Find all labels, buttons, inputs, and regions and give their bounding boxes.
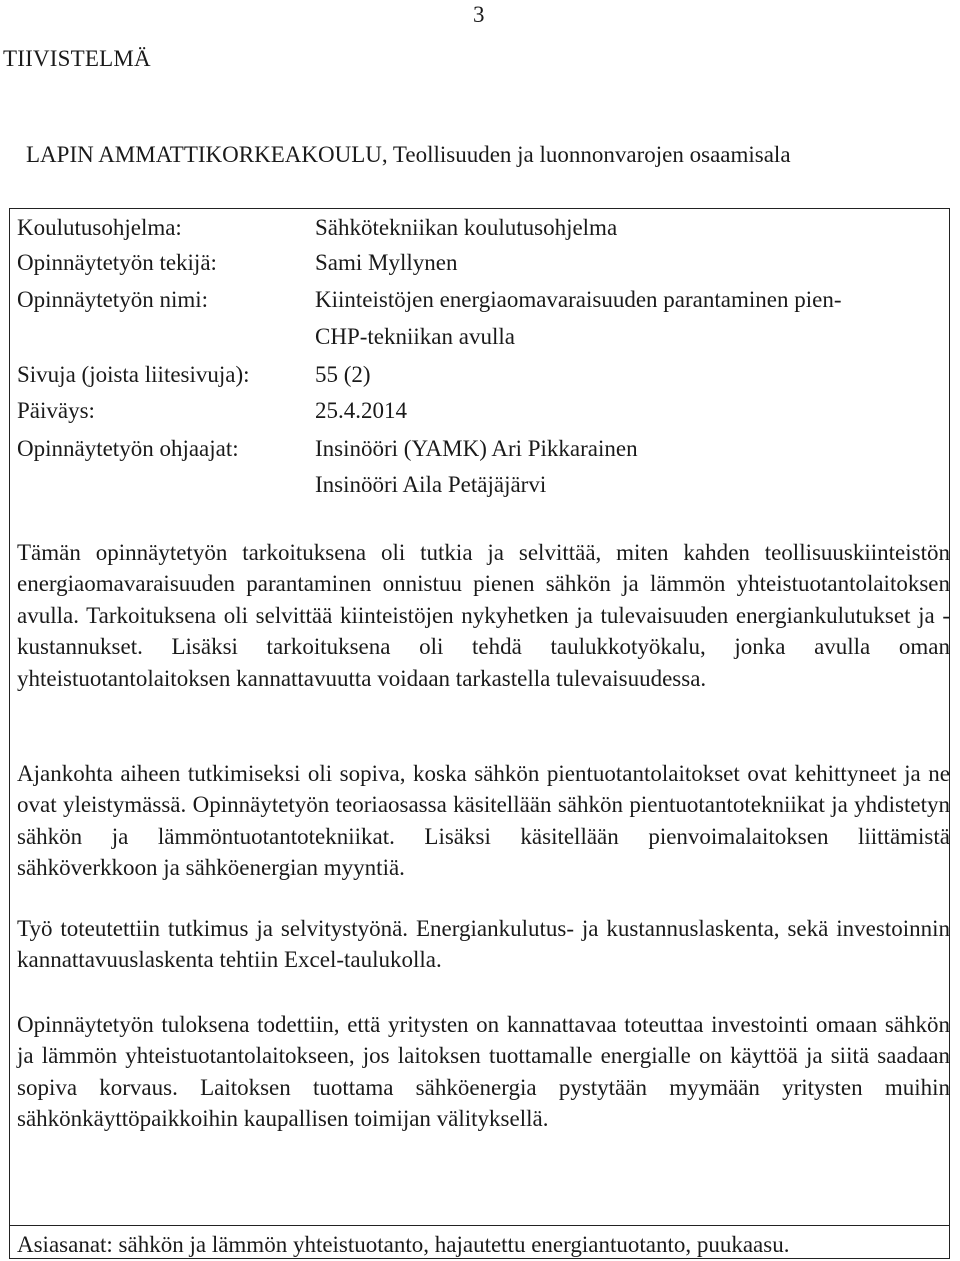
institution-line: LAPIN AMMATTIKORKEAKOULU, Teollisuuden ja luonnonvarojen osaamisala bbox=[26, 142, 791, 167]
abstract-paragraph-1: Tämän opinnäytetyön tarkoituksena oli tutkia ja selvittää, miten kahden teollisuuskiinteistön energiaomavaraisuuden parantaminen onnistuu pienen sähkön ja lämmön yhteistuotantolaitoksen avulla. Tarkoituksena oli selvittää kiinteistöjen nykyhetken ja tulevaisuuden energiankulutukset ja -kustannukset. Lisäksi tarkoituksena oli tehdä taulukkotyökalu, jonka avulla oman yhteistuotantolaitoksen kannattavuutta voidaan tarkastella tulevaisuudessa. bbox=[17, 540, 950, 691]
thesis-name-label: Opinnäytetyön nimi: bbox=[17, 287, 209, 312]
supervisor-1: Insinööri (YAMK) Ari Pikkarainen bbox=[315, 436, 638, 461]
abstract-paragraph-2: Ajankohta aiheen tutkimiseksi oli sopiva, koska sähkön pientuotantolaitokset ovat kehittyneet ja ne ovat yleistymässä. Opinnäytetyön teoriaosassa käsitellään sähkön pientuotantotekniikat ja yhdistetyn sähkön ja lämmöntuotantotekniikat. Lisäksi käsitellään pienvoimalaitoksen liittämistä sähköverkkoon ja sähköenergian myyntiä. bbox=[17, 761, 950, 881]
abstract-paragraph-4: Opinnäytetyön tuloksena todettiin, että yritysten on kannattavaa toteuttaa investointi omaan sähkön ja lämmön yhteistuotantolaitokseen, jos laitoksen tuottamalle energialle on käyttöä ja siitä saadaan sopiva korvaus. Laitoksen tuottama sähköenergia pystytään myymään yritysten muihin sähkönkäyttöpaikkoihin kaupallisen toimijan välityksellä. bbox=[17, 1012, 950, 1132]
author-label: Opinnäytetyön tekijä: bbox=[17, 250, 217, 275]
abstract-paragraph-3: Työ toteutettiin tutkimus ja selvitystyönä. Energiankulutus- ja kustannuslaskenta, sekä investoinnin kannattavuuslaskenta tehtiin Excel-taulukolla. bbox=[17, 916, 950, 973]
program-value: Sähkötekniikan koulutusohjelma bbox=[315, 215, 618, 240]
date-label: Päiväys: bbox=[17, 398, 95, 423]
thesis-name-value-line1: Kiinteistöjen energiaomavaraisuuden parantaminen pien- bbox=[315, 287, 842, 312]
keywords-divider bbox=[9, 1225, 950, 1226]
pages-value: 55 (2) bbox=[315, 362, 371, 387]
program-label: Koulutusohjelma: bbox=[17, 215, 182, 240]
page-number: 3 bbox=[473, 2, 485, 27]
pages-label: Sivuja (joista liitesivuja): bbox=[17, 362, 250, 387]
supervisor-2: Insinööri Aila Petäjäjärvi bbox=[315, 472, 547, 497]
date-value: 25.4.2014 bbox=[315, 398, 407, 423]
page-title: TIIVISTELMÄ bbox=[3, 46, 151, 71]
thesis-name-value-line2: CHP-tekniikan avulla bbox=[315, 324, 515, 349]
author-value: Sami Myllynen bbox=[315, 250, 458, 275]
supervisors-label: Opinnäytetyön ohjaajat: bbox=[17, 436, 239, 461]
keywords-line: Asiasanat: sähkön ja lämmön yhteistuotanto, hajautettu energiantuotanto, puukaasu. bbox=[17, 1232, 790, 1257]
